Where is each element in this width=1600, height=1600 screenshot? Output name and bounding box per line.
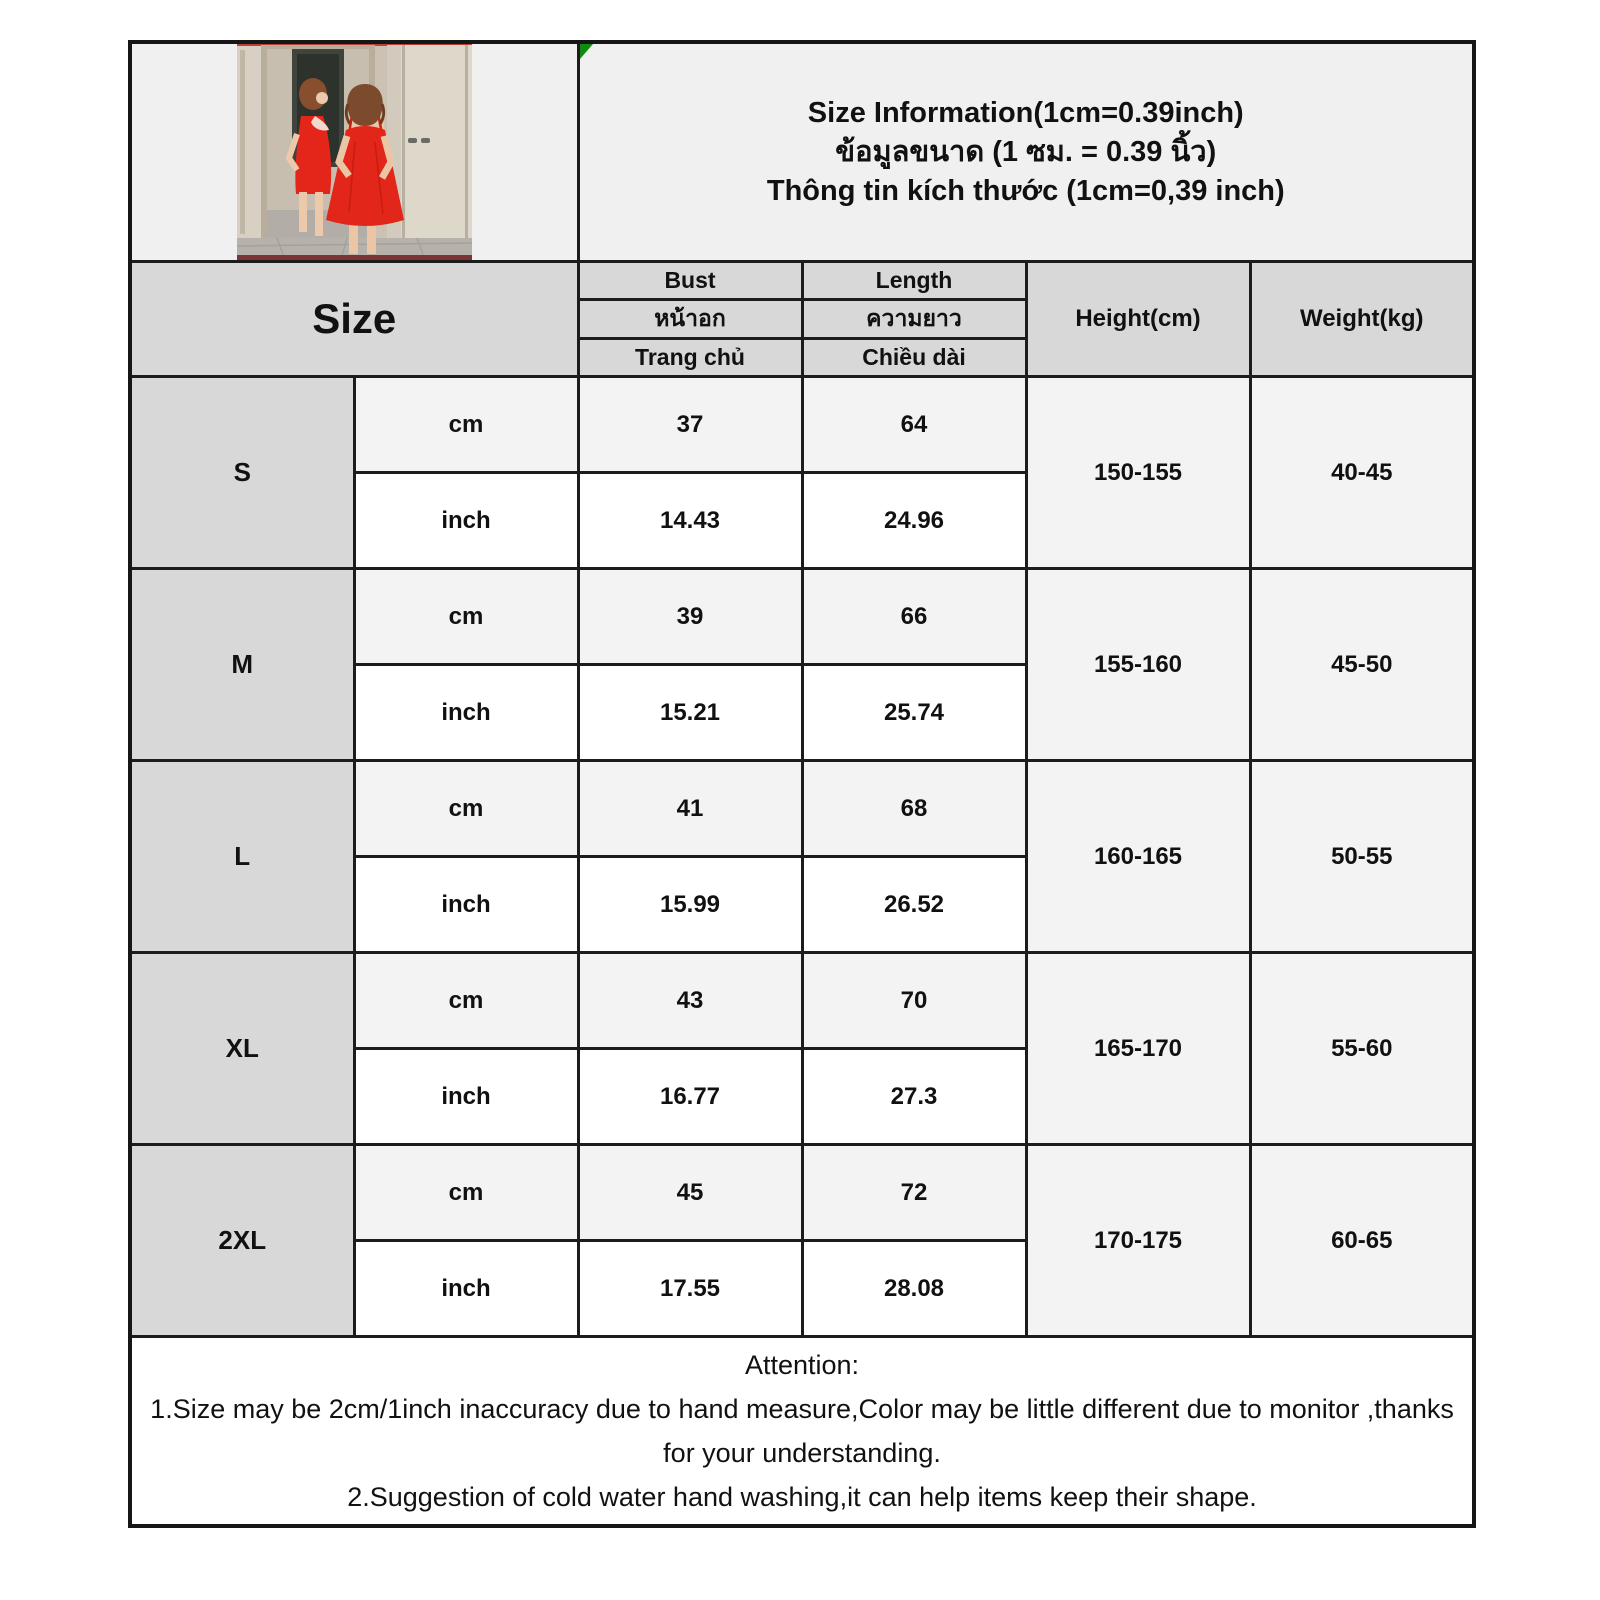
length-cm-value: 66 — [802, 569, 1026, 665]
bust-inch-value: 16.77 — [578, 1049, 802, 1145]
length-header-en: Length — [802, 262, 1026, 300]
bust-header-th: หน้าอก — [578, 300, 802, 339]
unit-inch-label: inch — [354, 1241, 578, 1337]
size-label: L — [130, 761, 354, 953]
bust-cm-value: 39 — [578, 569, 802, 665]
title-cell — [578, 42, 1474, 262]
attention-cell — [130, 1337, 1474, 1527]
header-row-english — [130, 262, 1474, 300]
unit-cm-label: cm — [354, 953, 578, 1049]
length-cm-value: 64 — [802, 377, 1026, 473]
unit-cm-label: cm — [354, 761, 578, 857]
row-s-cm — [130, 377, 1474, 473]
height-range: 155-160 — [1026, 569, 1250, 761]
unit-inch-label: inch — [354, 473, 578, 569]
weight-range: 50-55 — [1250, 761, 1474, 953]
bust-cm-value: 41 — [578, 761, 802, 857]
bust-header-en: Bust — [578, 262, 802, 300]
size-label: M — [130, 569, 354, 761]
row-l-cm — [130, 761, 1474, 857]
attention-note-1: 1.Size may be 2cm/1inch inaccuracy due to hand measure,Color may be little different due to monitor ,thanks for your understanding. — [150, 1394, 1454, 1468]
unit-inch-label: inch — [354, 665, 578, 761]
bust-cm-value: 37 — [578, 377, 802, 473]
size-header: Size — [130, 262, 578, 377]
bust-inch-value: 17.55 — [578, 1241, 802, 1337]
length-cm-value: 68 — [802, 761, 1026, 857]
length-header-th: ความยาว — [802, 300, 1026, 339]
length-inch-value: 25.74 — [802, 665, 1026, 761]
attention-note-2: 2.Suggestion of cold water hand washing,it can help items keep their shape. — [347, 1482, 1257, 1512]
unit-cm-label: cm — [354, 1145, 578, 1241]
height-header: Height(cm) — [1026, 262, 1250, 377]
product-photo — [132, 44, 577, 260]
size-label: XL — [130, 953, 354, 1145]
height-range: 150-155 — [1026, 377, 1250, 569]
bust-cm-value: 43 — [578, 953, 802, 1049]
product-photo-illustration — [237, 42, 472, 260]
size-table — [128, 40, 1476, 1528]
size-label: S — [130, 377, 354, 569]
unit-inch-label: inch — [354, 1049, 578, 1145]
row-xl-cm — [130, 953, 1474, 1049]
weight-range: 45-50 — [1250, 569, 1474, 761]
unit-cm-label: cm — [354, 377, 578, 473]
green-corner-marker-icon — [580, 44, 593, 59]
unit-inch-label: inch — [354, 857, 578, 953]
weight-range: 55-60 — [1250, 953, 1474, 1145]
length-cm-value: 72 — [802, 1145, 1026, 1241]
weight-header: Weight(kg) — [1250, 262, 1474, 377]
size-chart-sheet — [128, 40, 1472, 1528]
unit-cm-label: cm — [354, 569, 578, 665]
length-inch-value: 24.96 — [802, 473, 1026, 569]
length-header-vi: Chiều dài — [802, 339, 1026, 377]
weight-range: 60-65 — [1250, 1145, 1474, 1337]
row-m-cm — [130, 569, 1474, 665]
height-range: 170-175 — [1026, 1145, 1250, 1337]
length-inch-value: 27.3 — [802, 1049, 1026, 1145]
attention-heading: Attention: — [744, 1350, 860, 1380]
height-range: 160-165 — [1026, 761, 1250, 953]
length-cm-value: 70 — [802, 953, 1026, 1049]
height-range: 165-170 — [1026, 953, 1250, 1145]
title-thai: ข้อมูลขนาด (1 ซม. = 0.39 นิ้ว) — [835, 135, 1217, 168]
weight-range: 40-45 — [1250, 377, 1474, 569]
bust-header-vi: Trang chủ — [578, 339, 802, 377]
bust-inch-value: 14.43 — [578, 473, 802, 569]
length-inch-value: 28.08 — [802, 1241, 1026, 1337]
attention-row — [130, 1337, 1474, 1527]
title-english: Size Information(1cm=0.39inch) — [807, 96, 1244, 129]
banner-row — [130, 42, 1474, 262]
bust-inch-value: 15.99 — [578, 857, 802, 953]
length-inch-value: 26.52 — [802, 857, 1026, 953]
title-vietnamese: Thông tin kích thước (1cm=0,39 inch) — [766, 174, 1285, 207]
size-label: 2XL — [130, 1145, 354, 1337]
bust-inch-value: 15.21 — [578, 665, 802, 761]
bust-cm-value: 45 — [578, 1145, 802, 1241]
product-photo-cell — [130, 42, 578, 262]
row-2xl-cm — [130, 1145, 1474, 1241]
